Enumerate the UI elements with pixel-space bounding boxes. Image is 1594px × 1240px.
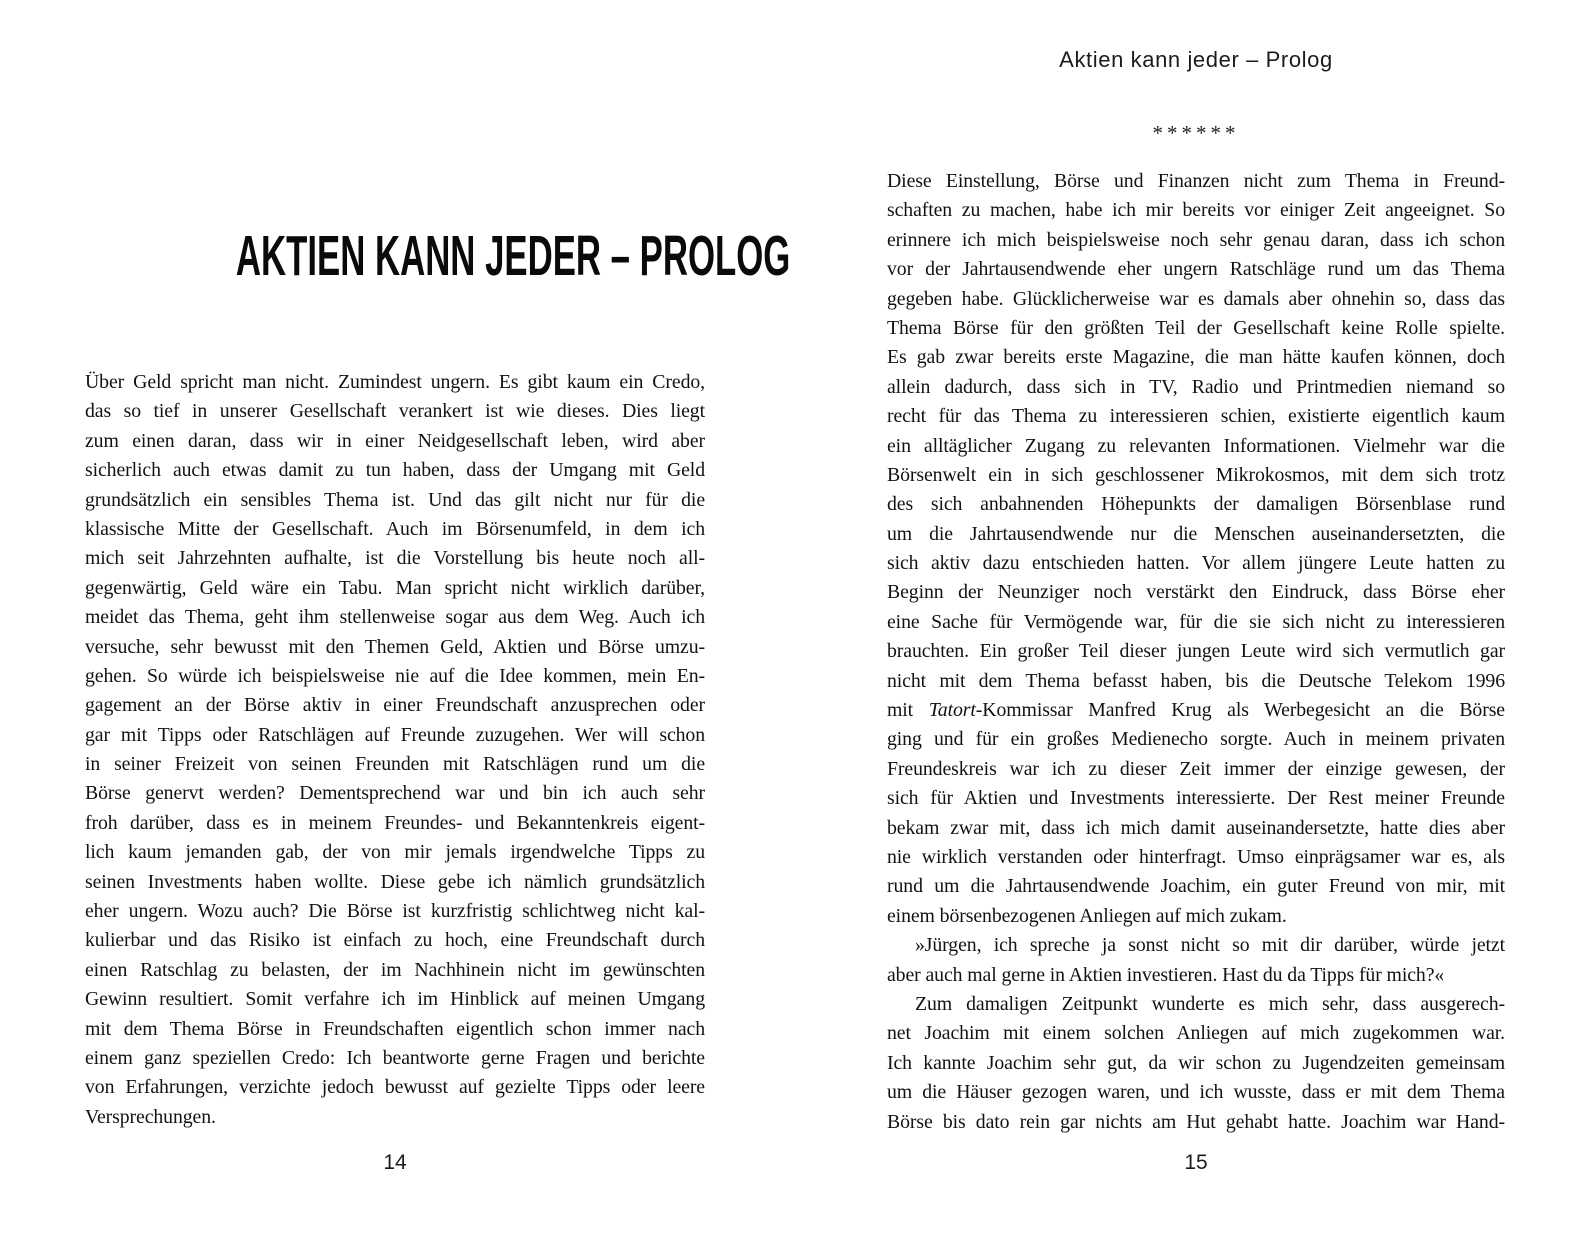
text-line: seinen Investments haben wollte. Diese gebe ich nämlich grundsätzlich <box>85 870 705 893</box>
text-line: net Joachim mit einem solchen Anliegen auf mich zugekommen war. <box>887 1022 1505 1045</box>
text-line: vor der Jahrtausendwende eher ungern Ratschläge rund um das Thema <box>887 258 1505 281</box>
text-line: »Jürgen, ich spreche ja sonst nicht so mit dir darüber, würde jetzt <box>915 934 1505 957</box>
text-line: mit dem Thema Börse in Freundschaften eigentlich schon immer nach <box>85 1017 705 1040</box>
text-line: gegenwärtig, Geld wäre ein Tabu. Man spricht nicht wirklich darüber, <box>85 576 705 599</box>
text-line: einem börsenbezogenen Anliegen auf mich zukam. <box>887 904 1287 927</box>
text-line: meidet das Thema, geht ihm stellenweise sogar aus dem Weg. Auch ich <box>85 606 705 629</box>
text-line: recht für das Thema zu interessieren schien, existierte eigentlich kaum <box>887 405 1505 428</box>
text-line: zum einen daran, dass wir in einer Neidgesellschaft leben, wird aber <box>85 429 705 452</box>
text-line: einem ganz speziellen Credo: Ich beantworte gerne Fragen und berichte <box>85 1046 705 1069</box>
text-line: ein alltäglicher Zugang zu relevanten Informationen. Vielmehr war die <box>887 434 1505 457</box>
text-line: einen Ratschlag zu belasten, der im Nachhinein nicht im gewünschten <box>85 958 705 981</box>
right-page-body <box>887 167 1505 1137</box>
text-line: gegeben habe. Glücklicherweise war es damals aber ohnehin so, dass das <box>887 287 1505 310</box>
section-separator: ****** <box>1152 121 1240 145</box>
text-line: schaften zu machen, habe ich mir bereits vor einiger Zeit angeeignet. So <box>887 199 1505 222</box>
text-line: klassische Mitte der Gesellschaft. Auch im Börsenumfeld, in dem ich <box>85 517 705 540</box>
text-line: Gewinn resultiert. Somit verfahre ich im Hinblick auf meinen Umgang <box>85 988 705 1011</box>
text-line: gar mit Tipps oder Ratschlägen auf Freunde zuzugehen. Wer will schon <box>85 723 705 746</box>
text-line: um die Häuser gezogen waren, und ich wusste, dass er mit dem Thema <box>887 1081 1505 1104</box>
text-line: Beginn der Neunziger noch verstärkt den Eindruck, dass Börse eher <box>887 581 1505 604</box>
text-line: mich seit Jahrzehnten aufhalte, ist die Vorstellung bis heute noch all- <box>85 547 705 570</box>
text-line: grundsätzlich ein sensibles Thema ist. Und das gilt nicht nur für die <box>85 488 705 511</box>
text-line: das so tief in unserer Gesellschaft verankert ist wie dieses. Dies liegt <box>85 400 705 423</box>
text-line: Börse genervt werden? Dementsprechend war und bin ich auch sehr <box>85 782 705 805</box>
text-line: Ich kannte Joachim sehr gut, da wir schon zu Jugendzeiten gemeinsam <box>887 1051 1505 1074</box>
text-line: Börse bis dato rein gar nichts am Hut gehabt hatte. Joachim war Hand- <box>887 1110 1505 1133</box>
text-line: ging und für ein großes Medienecho sorgte. Auch in meinem privaten <box>887 728 1505 751</box>
left-page-body <box>85 368 705 1132</box>
text-line: von Erfahrungen, verzichte jedoch bewusst auf gezielte Tipps oder leere <box>85 1076 705 1099</box>
text-line: Es gab zwar bereits erste Magazine, die man hätte kaufen können, doch <box>887 346 1505 369</box>
text-line: sich für Aktien und Investments interessierte. Der Rest meiner Freunde <box>887 787 1505 810</box>
text-line: gehen. So würde ich beispielsweise nie auf die Idee kommen, mein En- <box>85 664 705 687</box>
text-line: mit Tatort-Kommissar Manfred Krug als Werbegesicht an die Börse <box>887 699 1505 722</box>
text-line: bekam zwar mit, dass ich mich damit auseinandersetzte, hatte dies aber <box>887 816 1505 839</box>
text-line: Diese Einstellung, Börse und Finanzen nicht zum Thema in Freund- <box>887 170 1505 192</box>
text-line: lich kaum jemanden gab, der von mir jemals irgendwelche Tipps zu <box>85 841 705 864</box>
text-line: in seiner Freizeit von seinen Freunden mit Ratschlägen rund um die <box>85 753 705 776</box>
text-line: kulierbar und das Risiko ist einfach zu hoch, eine Freundschaft durch <box>85 929 705 952</box>
text-line: Börsenwelt ein in sich geschlossener Mikrokosmos, mit dem sich trotz <box>887 463 1505 486</box>
page-number-right: 15 <box>1184 1151 1208 1174</box>
text-line: Versprechungen. <box>85 1105 216 1128</box>
page-number-left: 14 <box>383 1151 407 1174</box>
text-line: nicht mit dem Thema befasst haben, bis die Deutsche Telekom 1996 <box>887 669 1505 692</box>
text-line: Über Geld spricht man nicht. Zumindest ungern. Es gibt kaum ein Credo, <box>85 371 705 393</box>
text-line: nie wirklich verstanden oder hinterfragt. Umso einprägsamer war es, als <box>887 845 1505 868</box>
page-right <box>887 0 1505 1240</box>
chapter-title: AKTIEN KANN JEDER – PROLOG <box>235 224 791 288</box>
text-line: sicherlich auch etwas damit zu tun haben, dass der Umgang mit Geld <box>85 459 705 482</box>
text-line: Freundeskreis war ich zu dieser Zeit immer der einzige gewesen, der <box>887 757 1505 780</box>
text-line: rund um die Jahrtausendwende Joachim, ein guter Freund von mir, mit <box>887 875 1505 898</box>
text-line: eher ungern. Wozu auch? Die Börse ist kurzfristig schlichtweg nicht kal- <box>85 900 705 923</box>
text-line: eine Sache für Vermögende war, für die sie sich nicht zu interessieren <box>887 610 1505 633</box>
text-line: brauchten. Ein großer Teil dieser jungen Leute wird sich vermutlich gar <box>887 640 1505 663</box>
text-line: gagement an der Börse aktiv in einer Freundschaft anzusprechen oder <box>85 694 705 717</box>
text-line: des sich anbahnenden Höhepunkts der damaligen Börsenblase rund <box>887 493 1505 516</box>
text-line: Thema Börse für den größten Teil der Gesellschaft keine Rolle spielte. <box>887 316 1505 339</box>
text-line: um die Jahrtausendwende nur die Menschen auseinandersetzten, die <box>887 522 1505 545</box>
page-left <box>85 0 791 1240</box>
text-line: sich aktiv dazu entschieden hatten. Vor allem jüngere Leute hatten zu <box>887 552 1505 575</box>
text-line: erinnere ich mich beispielsweise noch sehr genau daran, dass ich schon <box>887 228 1505 251</box>
text-line: aber auch mal gerne in Aktien investieren. Hast du da Tipps für mich?« <box>887 963 1445 986</box>
text-line: allein dadurch, dass sich in TV, Radio und Printmedien niemand so <box>887 375 1505 398</box>
text-line: froh darüber, dass es in meinem Freundes- und Bekanntenkreis eigent- <box>85 811 705 834</box>
running-head: Aktien kann jeder – Prolog <box>1059 47 1333 72</box>
text-line: versuche, sehr bewusst mit den Themen Geld, Aktien und Börse umzu- <box>85 635 705 658</box>
text-line: Zum damaligen Zeitpunkt wunderte es mich sehr, dass ausgerech- <box>915 992 1505 1015</box>
